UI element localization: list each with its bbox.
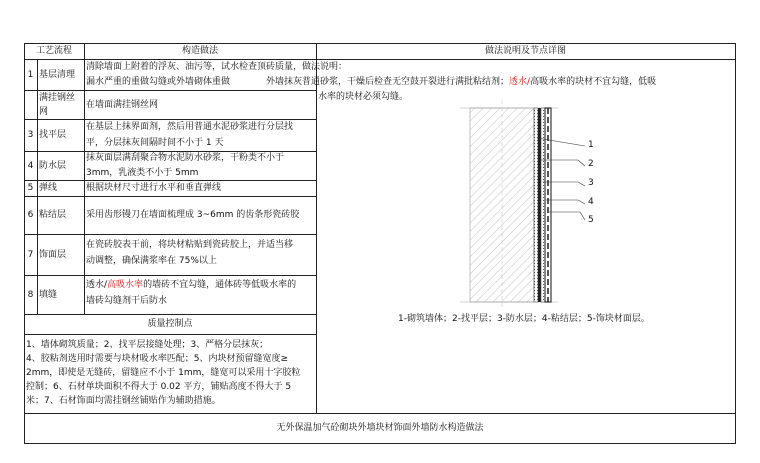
row-sep — [24, 275, 316, 276]
leader-4 — [546, 200, 585, 204]
row-method: 动调整，确保满浆率在 75%以上 — [86, 256, 217, 266]
row-step: 满挂钢丝网 — [39, 93, 76, 117]
leader-5 — [549, 212, 585, 220]
row-sep — [24, 334, 316, 335]
frame-right — [735, 43, 736, 444]
waterproof-layer — [538, 108, 541, 302]
quality-title: 质量控制点 — [147, 319, 193, 329]
adhesive-layer — [541, 108, 545, 302]
quality-line: 米；7、石材饰面均需挂钢丝铺贴作为辅助措施。 — [26, 396, 221, 406]
diagram-label-4: 4 — [588, 197, 594, 207]
row-step: 粘结层 — [39, 210, 67, 220]
col-divider-step — [84, 43, 85, 314]
row-method: 在基层上抹界面剂，然后用普通水泥砂浆进行分层找 — [86, 122, 294, 132]
header-method: 构造做法 — [181, 46, 218, 56]
row-method: 在瓷砖胶表干前，将块材粘贴到瓷砖胶上，并适当移 — [86, 240, 294, 250]
quality-line: 4、胶粘剂选用时需要与块材吸水率匹配；5、内块材预留缝宽度≥ — [26, 354, 288, 364]
row-method: 透水/高吸水率的墙砖不宜勾缝，通体砖等低吸水率的 — [86, 280, 297, 290]
notes-line-2: 水率的块材必须勾缝。 — [318, 92, 409, 102]
row-step: 找平层 — [39, 130, 67, 140]
row-method: 3mm，乳液类不小于 5mm — [86, 168, 199, 178]
row-method: 墙砖勾缝剂干后防水 — [86, 296, 168, 306]
row-step: 基层清理 — [39, 70, 76, 80]
row-sep — [24, 196, 316, 197]
footer-title: 无外保温加气砼砌块外墙块材饰面外墙防水构造做法 — [276, 423, 484, 433]
notes-line-1: 外墙抹灰普通砂浆，干燥后检查无空鼓开裂进行满批粘结剂；透水/高吸水率的块材不宜勾缝，低吸 — [266, 77, 657, 87]
row-method: 采用齿形镘刀在墙面梳理成 3~6mm 的齿条形瓷砖胶 — [86, 210, 300, 220]
diagram-caption: 1-砌筑墙体；2-找平层；3-防水层；4-粘结层；5-饰块材面层。 — [398, 314, 650, 324]
diagram-label-1: 1 — [588, 140, 594, 150]
row-number: 4 — [27, 161, 34, 171]
row-step: 防水层 — [39, 161, 67, 171]
frame-bottom — [24, 443, 736, 444]
row-number: 8 — [27, 290, 34, 300]
row-number: 1 — [27, 70, 34, 80]
frame-left — [24, 43, 25, 444]
row-method: 在墙面满挂钢丝网 — [86, 100, 159, 110]
row-step: 填缝 — [39, 290, 58, 300]
row-method: 抹灰面层满刮聚合物水泥防水砂浆，干粉类不小于 — [86, 153, 285, 163]
row-number: 6 — [27, 210, 34, 220]
quality-line: 1、墙体砌筑质量；2、找平层接缝处理；3、严格分层抹灰； — [26, 340, 269, 350]
header-notes: 做法说明及节点详图 — [484, 46, 566, 56]
row-sep — [24, 314, 316, 315]
row-method: 平，分层抹灰间隔时间不小于 1 天 — [86, 138, 224, 148]
diagram-label-3: 3 — [588, 178, 594, 188]
row-number: 7 — [27, 250, 34, 260]
diagram-label-2: 2 — [588, 159, 594, 169]
row-number: 3 — [27, 130, 34, 140]
leveling-layer — [534, 108, 538, 302]
row-step: 弹线 — [39, 183, 58, 193]
quality-line: 2mm，即使是无缝砖，留缝应不小于 1mm，缝宽可以采用十字胶粒 — [26, 368, 301, 378]
quality-line: 控制；6、石材单块面积不得大于 0.02 平方，铺贴高度不得大于 5 — [26, 382, 292, 392]
row-step: 饰面层 — [39, 250, 67, 260]
row-method: 漏水严重的重做勾缝或外墙砌体重做 — [86, 77, 231, 87]
diagram-label-5: 5 — [588, 215, 594, 225]
col-divider-main — [316, 43, 317, 413]
row-method: 根据块材尺寸进行水平和垂直弹线 — [86, 183, 222, 193]
row-method: 清除墙面上附着的浮灰、油污等，试水检查顶砖质量，做法说明： — [86, 62, 348, 72]
row-sep — [24, 234, 316, 235]
row-number: 5 — [27, 183, 34, 193]
header-process: 工艺流程 — [35, 46, 72, 56]
